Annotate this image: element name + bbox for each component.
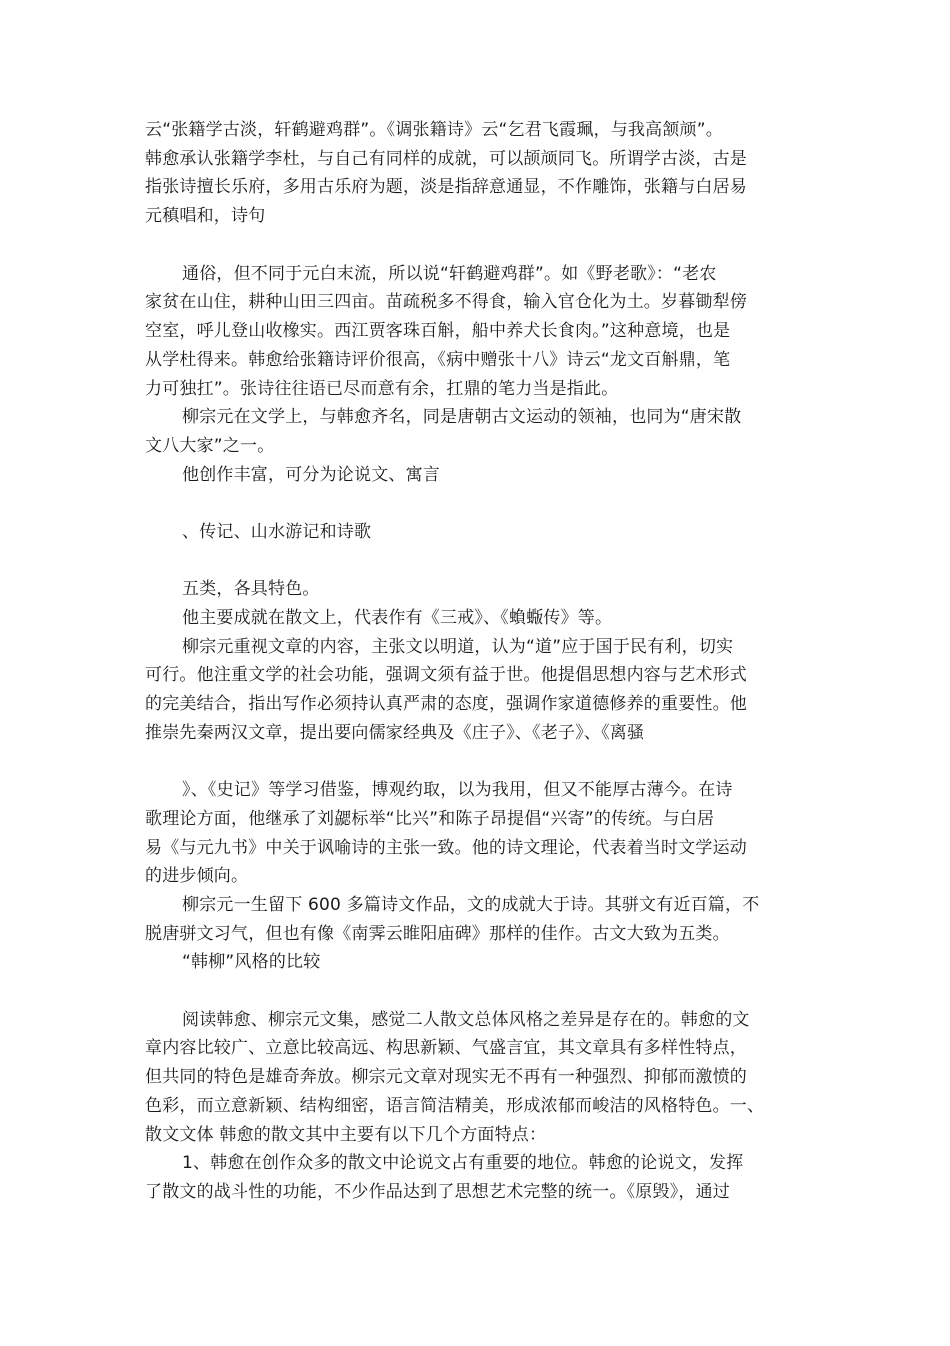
text-line: 空室，呼儿登山收橡实。西江贾客珠百斛，船中养犬长食肉。”这种意境，也是: [145, 321, 731, 341]
text-line: 文八大家”之一。: [145, 436, 275, 456]
text-line: 他创作丰富，可分为论说文、寓言: [182, 465, 440, 485]
text-line: 韩愈承认张籍学李杜，与自己有同样的成就，可以颉颃同飞。所谓学古淡，古是: [145, 149, 747, 169]
text-line: 脱唐骈文习气，但也有像《南霁云睢阳庙碑》那样的佳作。古文大致为五类。: [145, 924, 730, 944]
text-line: 、传记、山水游记和诗歌: [182, 522, 372, 542]
text-line: 的进步倾向。: [145, 866, 249, 886]
text-line: 推崇先秦两汉文章，提出要向儒家经典及《庄子》、《老子》、《离骚: [145, 723, 645, 743]
text-line: 歌理论方面，他继承了刘勰标举“比兴”和陈子昂提倡“兴寄”的传统。与白居: [145, 809, 715, 829]
text-line: 易《与元九书》中关于讽喻诗的主张一致。他的诗文理论，代表着当时文学运动: [145, 838, 747, 858]
text-line: 指张诗擅长乐府，多用古乐府为题，淡是指辞意通显，不作雕饰，张籍与白居易: [145, 177, 747, 197]
text-line: 他主要成就在散文上，代表作有《三戒》、《蝜蝂传》等。: [182, 608, 613, 628]
text-line: 可行。他注重文学的社会功能，强调文须有益于世。他提倡思想内容与艺术形式: [145, 665, 747, 685]
text-line: 通俗，但不同于元白末流，所以说“轩鹤避鸡群”。如《野老歌》：“老农: [182, 264, 717, 284]
text-line: 的完美结合，指出写作必须持认真严肃的态度，强调作家道德修养的重要性。他: [145, 694, 747, 714]
text-line: 元稹唱和，诗句: [145, 206, 266, 226]
text-line: 五类，各具特色。: [182, 579, 320, 599]
text-line: 云“张籍学古淡，轩鹤避鸡群”。《调张籍诗》云“乞君飞霞珮，与我高颔颃”。: [145, 120, 723, 140]
text-line: 》、《史记》等学习借鉴，博观约取，以为我用，但又不能厚古薄今。在诗: [182, 780, 733, 800]
text-line: 柳宗元一生留下 600 多篇诗文作品，文的成就大于诗。其骈文有近百篇，不: [182, 895, 760, 915]
text-line: 但共同的特色是雄奇奔放。柳宗元文章对现实无不再有一种强烈、抑郁而激愤的: [145, 1067, 747, 1087]
text-line: 从学杜得来。韩愈给张籍诗评价很高，《病中赠张十八》诗云“龙文百斛鼎，笔: [145, 350, 731, 370]
text-line: 章内容比较广、立意比较高远、构思新颖、气盛言宜，其文章具有多样性特点，: [145, 1038, 747, 1058]
text-line: 阅读韩愈、柳宗元文集，感觉二人散文总体风格之差异是存在的。韩愈的文: [182, 1010, 750, 1030]
text-line: 散文文体 韩愈的散文其中主要有以下几个方面特点：: [145, 1125, 547, 1145]
text-line: 家贫在山住，耕种山田三四亩。苗疏税多不得食，输入官仓化为土。岁暮锄犁傍: [145, 292, 747, 312]
text-line: 1、韩愈在创作众多的散文中论说文占有重要的地位。韩愈的论说文，发挥: [182, 1153, 744, 1173]
text-line: 力可独扛”。张诗往往语已尽而意有余，扛鼎的笔力当是指此。: [145, 379, 619, 399]
text-line: 了散文的战斗性的功能，不少作品达到了思想艺术完整的统一。《原毁》，通过: [145, 1182, 730, 1202]
text-line: 柳宗元在文学上，与韩愈齐名，同是唐朝古文运动的领袖，也同为“唐宋散: [182, 407, 742, 427]
text-line: 色彩，而立意新颖、结构细密，语言简洁精美，形成浓郁而峻洁的风格特色。一、: [145, 1096, 765, 1116]
text-line: 柳宗元重视文章的内容，主张文以明道，认为“道”应于国于民有利，切实: [182, 637, 734, 657]
section-heading: “韩柳”风格的比较: [182, 952, 321, 972]
